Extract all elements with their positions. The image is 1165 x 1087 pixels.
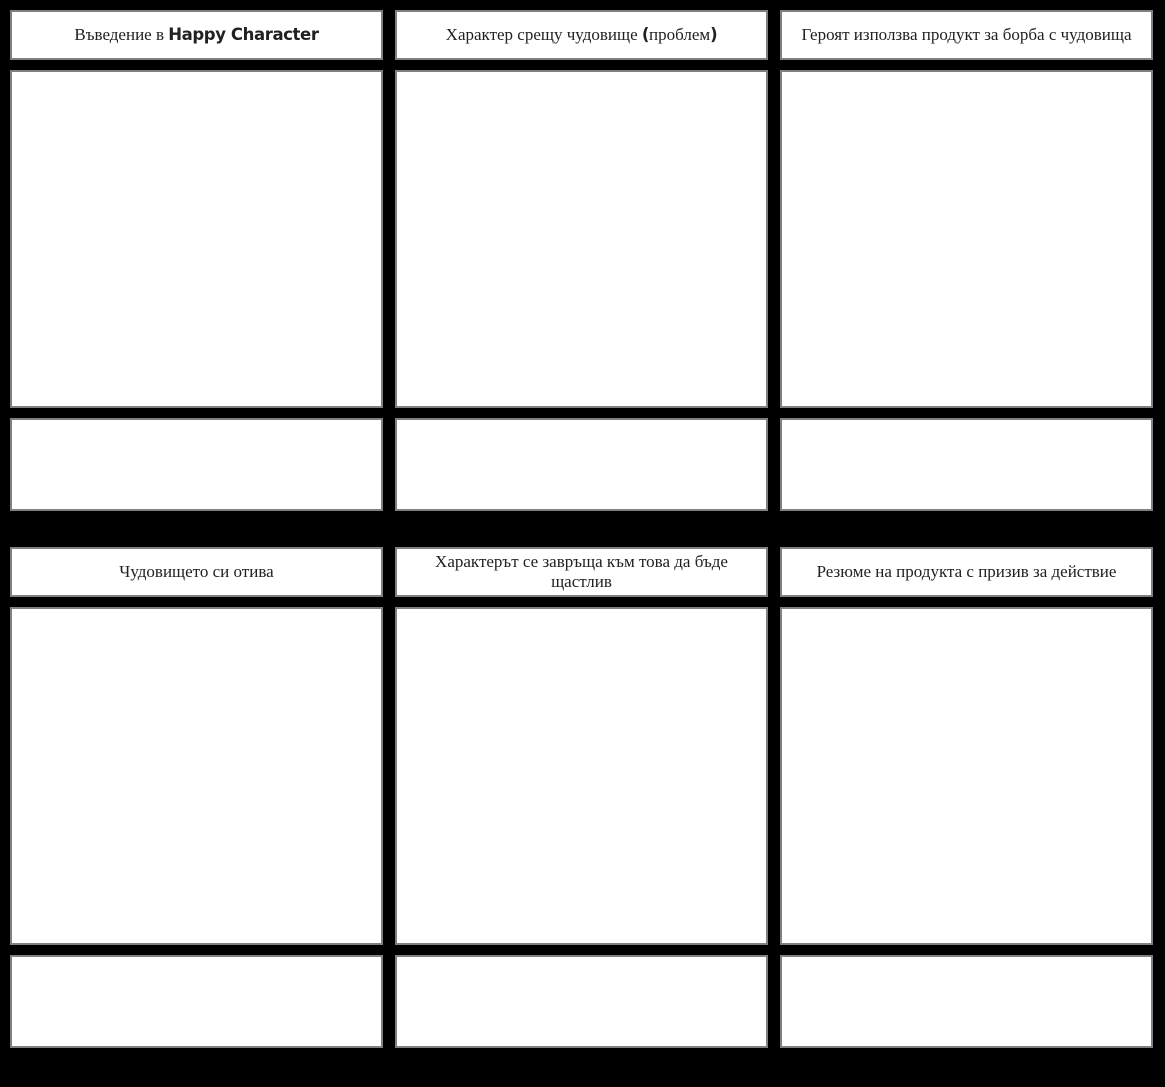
cell-3-title: Героят използва продукт за борба с чудовища xyxy=(801,24,1132,44)
cell-4-image-area xyxy=(10,607,383,945)
cell-3-title-box xyxy=(780,10,1153,60)
storyboard-row-1 xyxy=(10,10,1153,511)
cell-6-title-box xyxy=(780,547,1153,597)
cell-4-description-area xyxy=(10,955,383,1048)
cell-5-image-area xyxy=(395,607,768,945)
storyboard-cell-2 xyxy=(395,10,768,511)
storyboard-cell-4 xyxy=(10,547,383,1048)
cell-5-title-box xyxy=(395,547,768,597)
cell-3-description-area xyxy=(780,418,1153,511)
storyboard-cell-6 xyxy=(780,547,1153,1048)
cell-2-description-area xyxy=(395,418,768,511)
cell-1-description-area xyxy=(10,418,383,511)
storyboard-cell-3 xyxy=(780,10,1153,511)
storyboard-row-2 xyxy=(10,547,1153,1048)
cell-6-description-area xyxy=(780,955,1153,1048)
cell-5-title: Характерът се завръща към това да бъде щастлив xyxy=(435,551,728,591)
cell-6-title: Резюме на продукта с призив за действие xyxy=(816,561,1117,581)
cell-2-title: Характер срещу чудовище (проблем) xyxy=(445,24,718,44)
cell-1-title-box xyxy=(10,10,383,60)
storyboard-cell-1 xyxy=(10,10,383,511)
cell-2-title-box xyxy=(395,10,768,60)
cell-4-title: Чудовището си отива xyxy=(119,561,274,581)
cell-5-description-area xyxy=(395,955,768,1048)
cell-1-image-area xyxy=(10,70,383,408)
cell-4-title-box xyxy=(10,547,383,597)
storyboard-cell-5 xyxy=(395,547,768,1048)
cell-1-title: Въведение в Happy Character xyxy=(74,24,319,44)
cell-2-image-area xyxy=(395,70,768,408)
cell-3-image-area xyxy=(780,70,1153,408)
cell-6-image-area xyxy=(780,607,1153,945)
